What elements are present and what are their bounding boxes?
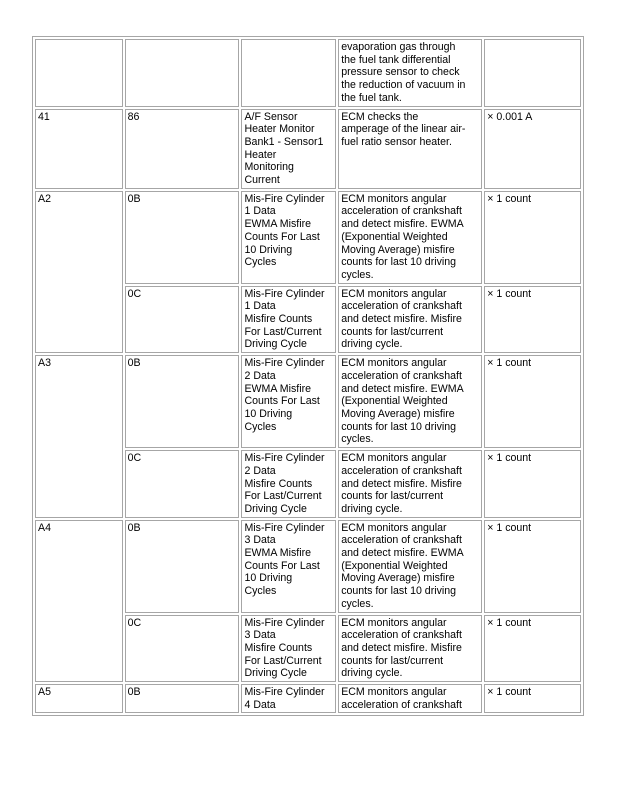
text-line: ECM monitors angular bbox=[341, 287, 447, 300]
text-line: counts for last/current bbox=[341, 325, 444, 338]
text-line: For Last/Current bbox=[244, 325, 322, 338]
description-cell bbox=[241, 191, 336, 284]
text-line: ECM monitors angular bbox=[341, 192, 447, 205]
test-id-cell: 0B bbox=[125, 191, 240, 284]
unit-cell: × 1 count bbox=[484, 191, 581, 284]
table-row bbox=[35, 684, 581, 713]
test-id-cell: 0C bbox=[125, 450, 240, 518]
table-row bbox=[35, 109, 581, 189]
text-line: counts for last 10 driving bbox=[341, 256, 457, 269]
text-line: 1 Data bbox=[244, 205, 276, 218]
text-line: For Last/Current bbox=[244, 654, 322, 667]
text-line: Moving Average) misfire bbox=[341, 407, 455, 420]
text-line: Cycles bbox=[244, 256, 277, 269]
monitor-data-table bbox=[32, 36, 584, 716]
description-cell bbox=[241, 286, 336, 354]
text-line: counts for last/current bbox=[341, 654, 444, 667]
unit-cell bbox=[484, 39, 581, 107]
test-id-cell: 0C bbox=[125, 615, 240, 683]
text-line: 4 Data bbox=[244, 698, 276, 711]
test-id-cell: 86 bbox=[125, 109, 240, 189]
text-line: Cycles bbox=[244, 585, 277, 598]
explanation-cell bbox=[338, 520, 482, 613]
text-line: acceleration of crankshaft bbox=[341, 464, 462, 477]
description-cell bbox=[241, 615, 336, 683]
explanation-cell bbox=[338, 355, 482, 448]
unit-cell: × 1 count bbox=[484, 286, 581, 354]
explanation-cell bbox=[338, 109, 482, 189]
text-line: (Exponential Weighted bbox=[341, 395, 448, 408]
text-line: cycles. bbox=[341, 268, 374, 281]
text-line: Moving Average) misfire bbox=[341, 572, 455, 585]
text-line: Driving Cycle bbox=[244, 338, 307, 351]
text-line: fuel ratio sensor heater. bbox=[341, 135, 452, 148]
text-line: acceleration of crankshaft bbox=[341, 205, 462, 218]
text-line: Mis-Fire Cylinder bbox=[244, 686, 325, 699]
text-line: ECM monitors angular bbox=[341, 616, 447, 629]
text-line: Bank1 - Sensor1 bbox=[244, 135, 324, 148]
explanation-cell bbox=[338, 615, 482, 683]
text-line: driving cycle. bbox=[341, 338, 403, 351]
text-line: and detect misfire. Misfire bbox=[341, 477, 462, 490]
text-line: and detect misfire. EWMA bbox=[341, 382, 464, 395]
text-line: cycles. bbox=[341, 433, 374, 446]
text-line: the fuel tank differential bbox=[341, 53, 451, 66]
text-line: acceleration of crankshaft bbox=[341, 534, 462, 547]
monitor-id-cell: A4 bbox=[35, 520, 123, 682]
text-line: 3 Data bbox=[244, 534, 276, 547]
test-id-cell bbox=[125, 39, 240, 107]
text-line: EWMA Misfire bbox=[244, 218, 311, 231]
text-line: 2 Data bbox=[244, 464, 276, 477]
text-line: Mis-Fire Cylinder bbox=[244, 616, 325, 629]
explanation-cell bbox=[338, 191, 482, 284]
text-line: and detect misfire. Misfire bbox=[341, 313, 462, 326]
text-line: A/F Sensor bbox=[244, 110, 298, 123]
text-line: Mis-Fire Cylinder bbox=[244, 357, 325, 370]
text-line: Misfire Counts bbox=[244, 641, 313, 654]
monitor-id-cell: A5 bbox=[35, 684, 123, 713]
explanation-cell bbox=[338, 39, 482, 107]
test-id-cell: 0C bbox=[125, 286, 240, 354]
text-line: (Exponential Weighted bbox=[341, 559, 448, 572]
text-line: 2 Data bbox=[244, 369, 276, 382]
unit-cell: × 1 count bbox=[484, 684, 581, 713]
text-line: ECM monitors angular bbox=[341, 357, 447, 370]
text-line: Cycles bbox=[244, 420, 277, 433]
text-line: EWMA Misfire bbox=[244, 547, 311, 560]
text-line: Heater Monitor bbox=[244, 123, 315, 136]
text-line: ECM monitors angular bbox=[341, 686, 447, 699]
monitor-id-cell: 41 bbox=[35, 109, 123, 189]
text-line: Misfire Counts bbox=[244, 477, 313, 490]
text-line: 10 Driving bbox=[244, 407, 293, 420]
text-line: amperage of the linear air- bbox=[341, 123, 466, 136]
monitor-id-cell bbox=[35, 39, 123, 107]
text-line: 10 Driving bbox=[244, 243, 293, 256]
text-line: 1 Data bbox=[244, 300, 276, 313]
unit-cell: × 1 count bbox=[484, 520, 581, 613]
text-line: acceleration of crankshaft bbox=[341, 698, 462, 711]
test-id-cell: 0B bbox=[125, 355, 240, 448]
text-line: Heater bbox=[244, 148, 277, 161]
text-line: cycles. bbox=[341, 597, 374, 610]
text-line: and detect misfire. EWMA bbox=[341, 218, 464, 231]
unit-cell: × 0.001 A bbox=[484, 109, 581, 189]
text-line: Misfire Counts bbox=[244, 313, 313, 326]
text-line: acceleration of crankshaft bbox=[341, 300, 462, 313]
monitor-id-cell: A3 bbox=[35, 355, 123, 517]
text-line: Driving Cycle bbox=[244, 502, 307, 515]
text-line: counts for last/current bbox=[341, 490, 444, 503]
unit-cell: × 1 count bbox=[484, 615, 581, 683]
text-line: pressure sensor to check bbox=[341, 66, 460, 79]
text-line: Monitoring bbox=[244, 161, 294, 174]
text-line: For Last/Current bbox=[244, 490, 322, 503]
text-line: ECM checks the bbox=[341, 110, 419, 123]
explanation-cell bbox=[338, 450, 482, 518]
text-line: Counts For Last bbox=[244, 559, 320, 572]
text-line: evaporation gas through bbox=[341, 41, 456, 53]
text-line: Mis-Fire Cylinder bbox=[244, 287, 325, 300]
table-row bbox=[35, 191, 581, 284]
text-line: the fuel tank. bbox=[341, 91, 402, 104]
text-line: 3 Data bbox=[244, 629, 276, 642]
text-line: ECM monitors angular bbox=[341, 452, 447, 465]
text-line: Current bbox=[244, 174, 280, 187]
text-line: driving cycle. bbox=[341, 667, 403, 680]
text-line: Mis-Fire Cylinder bbox=[244, 521, 325, 534]
explanation-cell bbox=[338, 286, 482, 354]
monitor-id-cell: A2 bbox=[35, 191, 123, 353]
text-line: and detect misfire. Misfire bbox=[341, 641, 462, 654]
text-line: driving cycle. bbox=[341, 502, 403, 515]
text-line: EWMA Misfire bbox=[244, 382, 311, 395]
text-line: acceleration of crankshaft bbox=[341, 369, 462, 382]
text-line: 10 Driving bbox=[244, 572, 293, 585]
description-cell bbox=[241, 109, 336, 189]
test-id-cell: 0B bbox=[125, 684, 240, 713]
explanation-cell bbox=[338, 684, 482, 713]
description-cell bbox=[241, 450, 336, 518]
unit-cell: × 1 count bbox=[484, 450, 581, 518]
text-line: (Exponential Weighted bbox=[341, 230, 448, 243]
table-row bbox=[35, 39, 581, 107]
description-cell bbox=[241, 39, 336, 107]
table-row bbox=[35, 355, 581, 448]
text-line: counts for last 10 driving bbox=[341, 585, 457, 598]
description-cell bbox=[241, 520, 336, 613]
text-line: Mis-Fire Cylinder bbox=[244, 192, 325, 205]
text-line: and detect misfire. EWMA bbox=[341, 547, 464, 560]
description-cell bbox=[241, 355, 336, 448]
unit-cell: × 1 count bbox=[484, 355, 581, 448]
document-page bbox=[32, 36, 584, 716]
text-line: Counts For Last bbox=[244, 395, 320, 408]
text-line: Driving Cycle bbox=[244, 667, 307, 680]
text-line: Moving Average) misfire bbox=[341, 243, 455, 256]
text-line: Mis-Fire Cylinder bbox=[244, 452, 325, 465]
description-cell bbox=[241, 684, 336, 713]
text-line: acceleration of crankshaft bbox=[341, 629, 462, 642]
text-line: ECM monitors angular bbox=[341, 521, 447, 534]
text-line: the reduction of vacuum in bbox=[341, 79, 466, 92]
table-row bbox=[35, 520, 581, 613]
text-line: counts for last 10 driving bbox=[341, 420, 457, 433]
test-id-cell: 0B bbox=[125, 520, 240, 613]
text-line: Counts For Last bbox=[244, 230, 320, 243]
